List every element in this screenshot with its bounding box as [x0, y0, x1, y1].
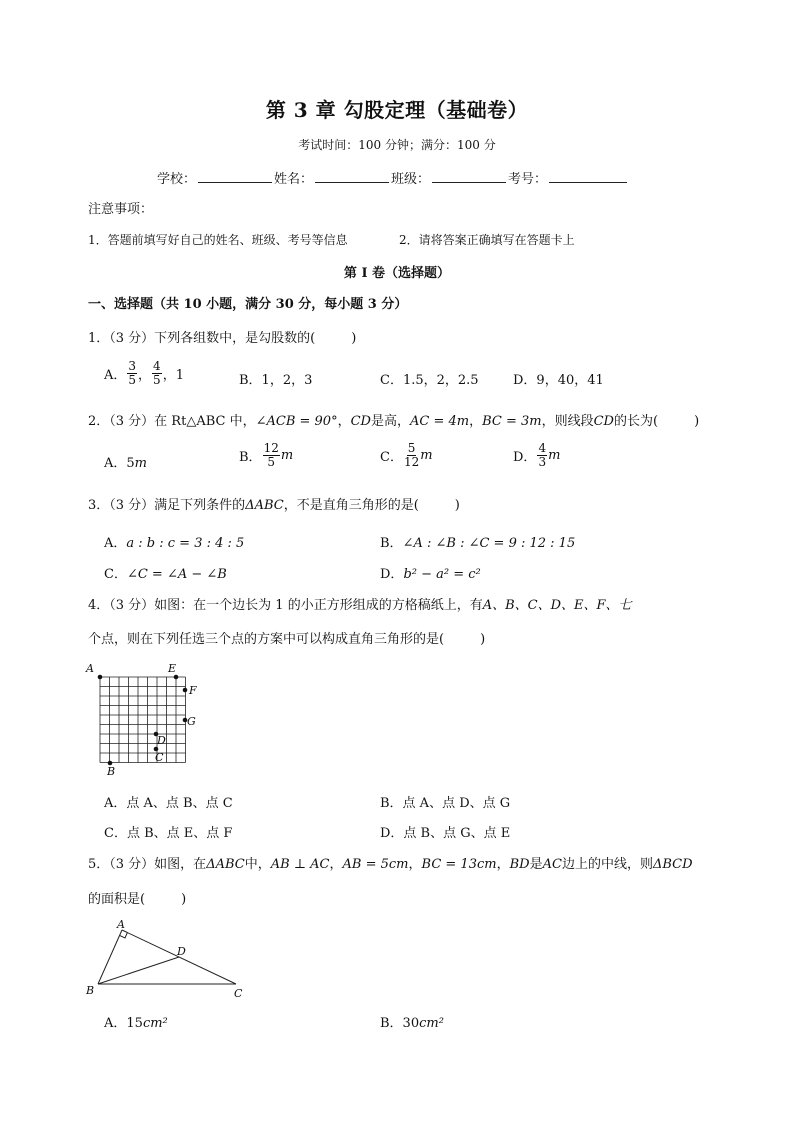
- q5-math: AB ⊥ AC: [270, 857, 330, 872]
- q5-text: 是: [529, 857, 543, 872]
- label: B．30: [380, 1016, 420, 1031]
- q2-math: ∠ACB = 90°: [255, 414, 338, 429]
- unit: m: [280, 448, 294, 463]
- notice-heading: 注意事项：: [88, 202, 154, 217]
- q2-option-c-label: C．: [380, 450, 403, 465]
- q5-text: ，: [329, 857, 343, 872]
- question-5-line-1: [88, 853, 693, 872]
- q4-option-b[interactable]: B．点 A、点 D、点 G: [380, 796, 511, 811]
- question-1-close: ): [351, 331, 357, 346]
- q4-text: 个点，则在下列任选三个点的方案中可以构成直角三角形的是(: [88, 632, 445, 647]
- q1-option-b[interactable]: B．1，2，3: [239, 373, 313, 388]
- segment-bd: [98, 957, 179, 984]
- q3-option-a[interactable]: [104, 532, 244, 551]
- q2-option-b-label: B．: [239, 450, 262, 465]
- q2-math: BC = 3m: [482, 414, 542, 429]
- q2-text: 是高，: [370, 414, 410, 429]
- q2-option-d[interactable]: [513, 442, 560, 469]
- math: b² − a² = c²: [403, 567, 481, 582]
- math: a : b : c = 3 : 4 : 5: [126, 536, 245, 551]
- q5-math: AB = 5cm: [342, 857, 409, 872]
- q2-option-a-text: A．5: [104, 456, 135, 471]
- q2-b-fraction: [263, 442, 280, 469]
- label-b: B: [86, 984, 95, 997]
- q2-option-b[interactable]: [239, 442, 293, 469]
- math: ∠A : ∠B : ∠C = 9 : 12 : 15: [402, 536, 576, 551]
- label: D．: [380, 567, 404, 582]
- q5-text: 的面积是(: [88, 892, 146, 907]
- question-4-line-2: [88, 628, 485, 647]
- q2-option-d-label: D．: [513, 450, 537, 465]
- q2-text: ，: [469, 414, 483, 429]
- q5-option-a[interactable]: [104, 1012, 168, 1031]
- q3-math: ΔABC: [245, 498, 284, 513]
- grid-points: [98, 675, 188, 766]
- q2-math: AC = 4m: [409, 414, 470, 429]
- page-title: 第 3 章 勾股定理（基础卷）: [265, 98, 529, 122]
- q2-option-a[interactable]: [104, 452, 147, 471]
- q1-option-a[interactable]: [104, 360, 184, 387]
- label-c: C: [234, 987, 243, 1000]
- label-c: C: [155, 751, 164, 764]
- grid-lines: [100, 677, 186, 763]
- unit: cm²: [142, 1016, 168, 1031]
- name-label: 姓名：: [274, 172, 314, 187]
- q2-option-c[interactable]: [380, 442, 433, 469]
- class-field[interactable]: [432, 169, 506, 183]
- question-1: [88, 327, 356, 346]
- numerator: 5: [407, 441, 416, 455]
- q5-text: 中，: [244, 857, 271, 872]
- q1-a-fraction-2: [152, 360, 162, 387]
- name-field[interactable]: [315, 169, 389, 183]
- q5-math: AC: [542, 857, 562, 872]
- q5-text: 5．（3 分）如图，在: [88, 857, 207, 872]
- section-title: 一、选择题（共 10 小题，满分 30 分，每小题 3 分）: [88, 297, 408, 312]
- q4-option-a[interactable]: A．点 A、点 B、点 C: [104, 796, 233, 811]
- question-3: [88, 494, 460, 513]
- exam-number-field[interactable]: [549, 169, 627, 183]
- q5-text: ，: [408, 857, 422, 872]
- grid-figure: [84, 660, 204, 780]
- label-f: F: [189, 684, 197, 697]
- label-g: G: [187, 715, 196, 728]
- comma: ，: [138, 368, 152, 383]
- q5-option-b[interactable]: [380, 1012, 444, 1031]
- denominator: 5: [153, 373, 161, 387]
- q5-math: BC = 13cm: [421, 857, 497, 872]
- q1-option-d[interactable]: D．9，40，41: [513, 373, 604, 388]
- q4-option-d[interactable]: D．点 B、点 G、点 E: [380, 826, 511, 841]
- q2-text: 的长为(: [613, 414, 659, 429]
- q3-text: 3．（3 分）满足下列条件的: [88, 498, 246, 513]
- school-label: 学校：: [157, 172, 197, 187]
- label-d: D: [157, 734, 166, 747]
- numerator: 3: [128, 359, 137, 373]
- notice-item-2: 2．请将答案正确填写在答题卡上: [399, 233, 575, 247]
- question-5-line-2: [88, 888, 186, 907]
- q2-text: ，则线段: [541, 414, 594, 429]
- q5-close: ): [181, 892, 187, 907]
- q2-d-fraction: [537, 442, 547, 469]
- denominator: 3: [538, 455, 547, 469]
- denominator: 12: [403, 455, 420, 469]
- notice-item-1: 1．答题前填写好自己的姓名、班级、考号等信息: [88, 233, 348, 247]
- q1-option-c[interactable]: C．1.5，2，2.5: [380, 373, 479, 388]
- label: A．: [104, 536, 127, 551]
- q5-text: ，: [496, 857, 510, 872]
- school-field[interactable]: [198, 169, 272, 183]
- unit: m: [420, 448, 433, 463]
- numerator: 12: [263, 441, 279, 455]
- question-1-text: 1．（3 分）下列各组数中，是勾股数的(: [88, 331, 316, 346]
- q2-math: CD: [593, 414, 614, 429]
- question-2: [88, 410, 699, 429]
- q1-a-tail: ，1: [162, 368, 184, 383]
- q4-text: 4．（3 分）如图：在一个边长为 1 的小正方形组成的方格稿纸上，有: [88, 598, 483, 613]
- label-e: E: [168, 662, 177, 675]
- point-a: [98, 675, 103, 680]
- q4-close: ): [480, 632, 486, 647]
- q3-text: ，不是直角三角形的是(: [283, 498, 419, 513]
- numerator: 4: [153, 359, 161, 373]
- q5-math: BD: [509, 857, 530, 872]
- q5-math: ΔBCD: [652, 857, 693, 872]
- q3-option-b[interactable]: [380, 532, 575, 551]
- unit: m: [134, 456, 147, 471]
- unit: cm²: [419, 1016, 444, 1031]
- label-a: A: [117, 918, 125, 931]
- label: C．: [104, 567, 127, 582]
- unit: m: [548, 448, 561, 463]
- q3-close: ): [454, 498, 460, 513]
- q2-close: ): [694, 414, 700, 429]
- q2-text: 2．（3 分）在 Rt△ABC 中，: [88, 414, 256, 429]
- label: A．15: [104, 1016, 143, 1031]
- q4-points: A、B、C、D、E、F、七: [482, 598, 632, 613]
- math: ∠C = ∠A − ∠B: [126, 567, 227, 582]
- q2-math: CD: [350, 414, 371, 429]
- q5-text: 边上的中线，则: [561, 857, 653, 872]
- q5-math: ΔABC: [206, 857, 245, 872]
- q3-option-c[interactable]: [104, 563, 227, 582]
- q2-text: ，: [337, 414, 351, 429]
- class-label: 班级：: [391, 172, 431, 187]
- volume-title: 第 I 卷（选择题）: [343, 266, 451, 281]
- point-f: [183, 688, 188, 693]
- q3-option-d[interactable]: [380, 563, 481, 582]
- q2-c-fraction: [404, 442, 419, 469]
- segment-ab: [98, 930, 122, 984]
- triangle-figure: [84, 916, 254, 1002]
- point-e: [174, 675, 179, 680]
- q4-option-c[interactable]: C．点 B、点 E、点 F: [104, 826, 233, 841]
- denominator: 5: [128, 373, 137, 387]
- question-4-line-1: [88, 594, 632, 613]
- q1-a-fraction-1: [127, 360, 137, 387]
- denominator: 5: [267, 455, 276, 469]
- label-a: A: [86, 662, 94, 675]
- triangle-lines: [98, 930, 236, 984]
- q1-option-a-label: A．: [104, 368, 127, 383]
- label: B．: [380, 536, 403, 551]
- label-d: D: [177, 945, 186, 958]
- numerator: 4: [538, 441, 547, 455]
- student-info-fields: [157, 168, 629, 187]
- label-b: B: [107, 765, 116, 778]
- exam-number-label: 考号：: [508, 172, 548, 187]
- exam-info: 考试时间：100 分钟；满分：100 分: [298, 138, 496, 152]
